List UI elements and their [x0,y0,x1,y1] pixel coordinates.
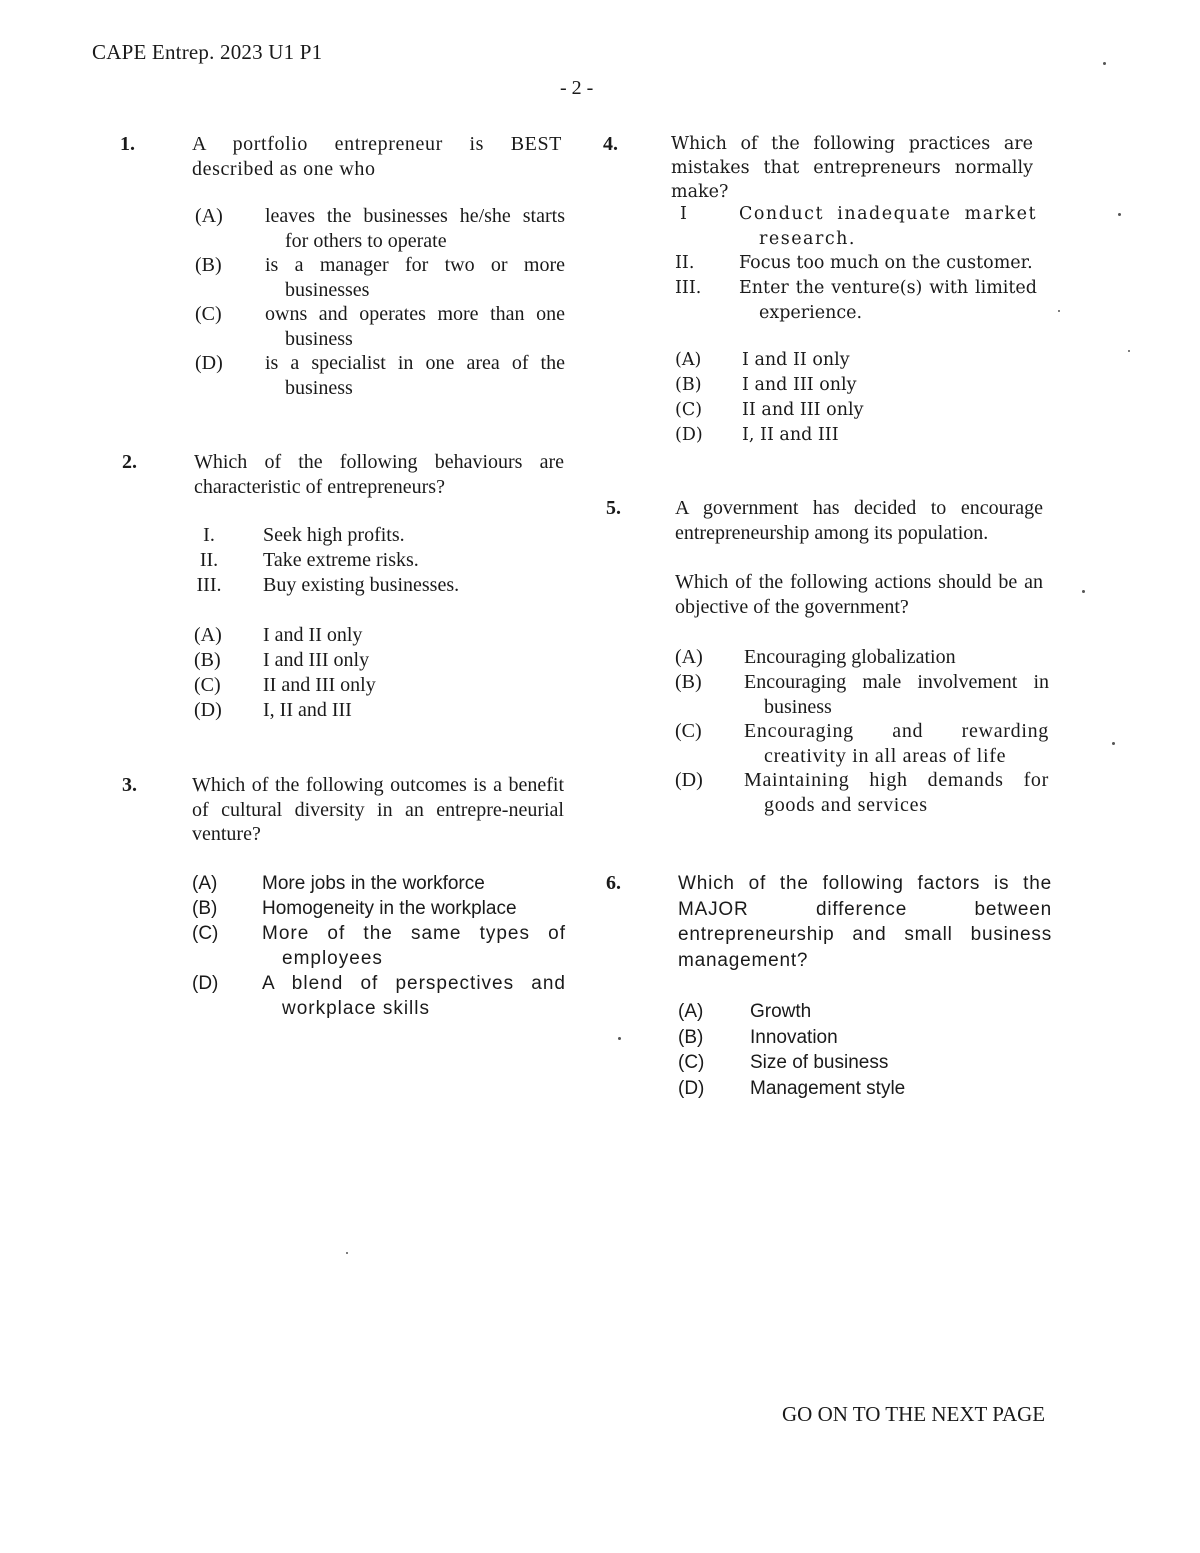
statement-list [194,523,564,598]
option-c[interactable] [194,673,564,698]
option-letter: (C) [194,674,221,696]
stem-paragraph: A portfolio entrepreneur is BEST described as one who [192,133,562,180]
option-text: owns and operates more than one business [265,303,565,350]
statement-text: Buy existing businesses. [263,574,460,596]
option-letter: (A) [675,646,703,668]
statement-i [194,523,564,548]
statement-text: Conduct inadequate market research. [739,204,1037,249]
statement-numeral: III. [675,278,702,298]
option-d[interactable] [678,1076,1052,1102]
option-letter: (D) [678,1077,705,1099]
statement-ii [194,548,564,573]
option-d[interactable] [675,768,1049,817]
statement-text: Focus too much on the customer. [739,253,1033,273]
option-list [192,872,566,1022]
question-stem [192,773,564,847]
option-text: A blend of perspectives and workplace skills [262,973,566,1019]
option-list [675,348,1037,448]
question-stem [675,496,1043,619]
option-letter: (D) [195,352,223,374]
scan-speck [1128,350,1130,352]
option-letter: (C) [675,720,702,742]
option-list [678,999,1052,1101]
option-b[interactable] [192,897,566,922]
option-text: Encouraging and rewarding creativity in all areas of life [744,720,1049,767]
option-b[interactable] [194,648,564,673]
option-letter: (A) [194,624,222,646]
option-c[interactable] [192,922,566,972]
option-letter: (A) [678,1001,704,1022]
question-stem [671,132,1033,204]
statement-text: Enter the venture(s) with limited experience. [739,278,1037,323]
option-text: Management style [750,1077,906,1099]
option-text: Size of business [750,1052,889,1073]
question-number: 2. [122,451,137,473]
option-a[interactable] [675,645,1049,670]
statement-text: Take extreme risks. [263,549,419,571]
option-letter: (B) [194,649,221,671]
option-text: II and III only [263,674,376,696]
option-d[interactable] [675,423,1037,448]
option-c[interactable] [195,302,565,351]
option-text: Encouraging male involvement in business [744,671,1049,718]
statement-numeral: I [680,204,687,224]
option-list [675,645,1049,817]
option-list [194,623,564,723]
option-text: More of the same types of employees [262,923,566,969]
option-text: Growth [750,1001,812,1022]
stem-paragraph: A government has decided to encourage entrepreneurship among its population. [675,497,1043,544]
option-text: is a manager for two or more businesses [265,254,565,301]
statement-iii [675,276,1037,325]
option-text: Maintaining high demands for goods and services [744,769,1049,816]
option-letter: (D) [194,699,222,721]
stem-paragraph: Which of the following practices are mistakes that entrepreneurs normally make? [671,134,1033,202]
statement-list [675,202,1037,325]
scan-speck [346,1252,348,1254]
option-text: I and III only [742,375,857,395]
option-d[interactable] [194,698,564,723]
option-letter: (C) [192,923,219,944]
question-number: 1. [120,133,135,155]
scan-speck [1118,213,1121,216]
option-letter: (B) [195,254,222,276]
option-letter: (B) [192,898,218,919]
stem-paragraph: Which of the following behaviours are characteristic of entrepreneurs? [194,451,564,498]
question-number: 5. [606,497,621,519]
scan-speck [1112,742,1115,745]
option-list [195,204,565,400]
option-letter: (B) [675,375,702,395]
option-text: Innovation [750,1026,838,1048]
question-number: 3. [122,774,137,796]
option-b[interactable] [678,1025,1052,1051]
exam-code: CAPE Entrep. 2023 U1 P1 [92,40,323,64]
option-text: I, II and III [742,425,839,445]
stem-paragraph: Which of the following outcomes is a benefit of cultural diversity in an entrepre-neurial venture? [192,774,564,845]
statement-numeral: III. [196,574,222,596]
statement-numeral: II. [199,549,219,571]
option-letter: (D) [675,769,703,791]
option-text: More jobs in the workforce [262,873,485,894]
option-letter: (B) [675,671,702,693]
question-stem [192,132,562,181]
statement-i [675,202,1037,251]
continue-footer: GO ON TO THE NEXT PAGE [782,1402,1046,1426]
option-letter: (A) [675,350,702,370]
option-a[interactable] [675,348,1037,373]
option-letter: (C) [195,303,222,325]
option-text: Encouraging globalization [744,646,956,668]
question-number: 4. [603,133,618,155]
question-stem [194,450,564,499]
option-d[interactable] [192,972,566,1022]
question-number: 6. [606,872,621,894]
option-letter: (D) [192,973,219,994]
option-text: I and III only [263,649,370,671]
scan-speck [1103,62,1106,65]
stem-paragraph: Which of the following actions should be an objective of the government? [675,571,1043,618]
option-text: is a specialist in one area of the business [265,352,565,399]
option-c[interactable] [678,1050,1052,1076]
option-text: leaves the businesses he/she starts for others to operate [265,205,565,252]
option-a[interactable] [194,623,564,648]
option-b[interactable] [195,253,565,302]
scan-speck [1082,590,1085,593]
option-d[interactable] [195,351,565,400]
option-b[interactable] [675,670,1049,719]
option-text: II and III only [742,400,864,420]
option-letter: (C) [678,1052,705,1073]
scan-speck [1058,310,1060,312]
option-letter: (A) [195,205,223,227]
option-letter: (A) [192,873,218,894]
option-text: I and II only [742,350,850,370]
statement-ii [675,251,1037,276]
option-letter: (D) [675,425,703,445]
option-c[interactable] [675,719,1049,768]
statement-text: Seek high profits. [263,524,405,546]
question-stem [678,871,1052,973]
page-number: - 2 - [560,77,594,99]
stem-paragraph: Which of the following factors is the MAJOR difference between entrepreneurship and small business management? [678,873,1052,971]
option-b[interactable] [675,373,1037,398]
option-letter: (C) [675,400,703,420]
option-c[interactable] [675,398,1037,423]
statement-numeral: II. [675,253,695,273]
option-a[interactable] [192,872,566,897]
scan-speck [618,1037,621,1040]
option-text: I and II only [263,624,363,646]
statement-iii [194,573,564,598]
option-a[interactable] [195,204,565,253]
option-text: I, II and III [263,699,352,721]
option-letter: (B) [678,1026,704,1048]
option-text: Homogeneity in the workplace [262,898,517,919]
option-a[interactable] [678,999,1052,1025]
statement-numeral: I. [203,524,215,546]
